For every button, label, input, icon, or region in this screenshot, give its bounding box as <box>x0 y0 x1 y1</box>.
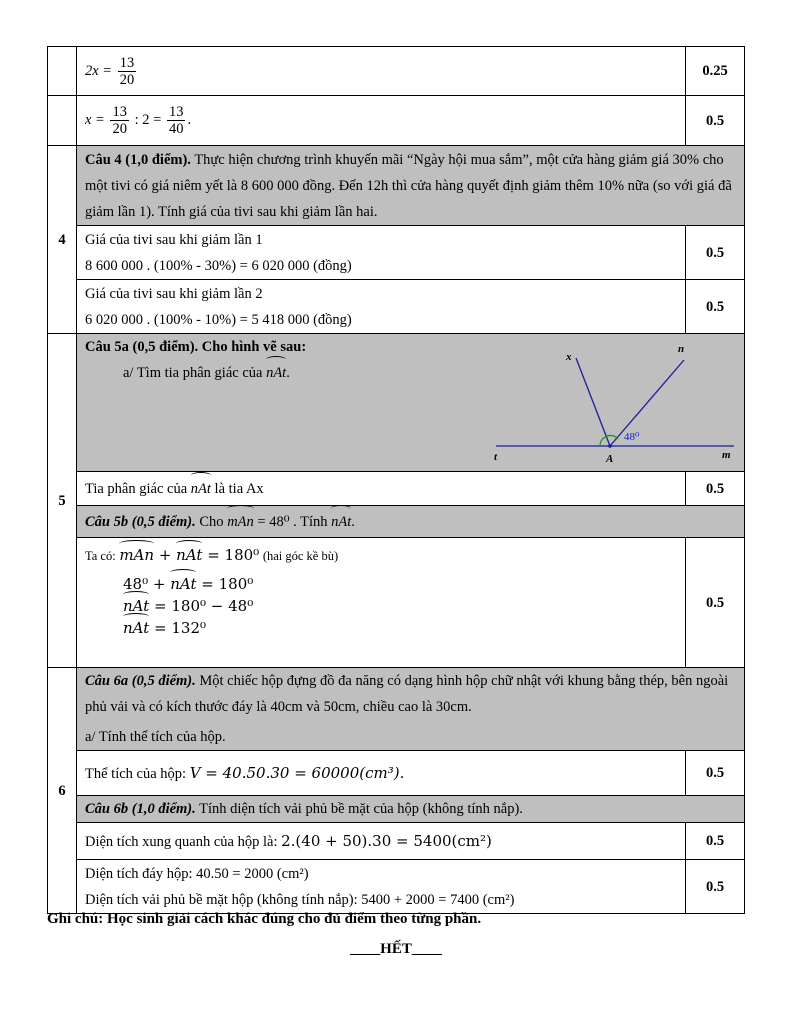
answer-4-step-1: Giá của tivi sau khi giảm lần 1 8 600 000 . (100% - 30%) = 6 020 000 (đồng) <box>77 226 686 280</box>
label-n: n <box>678 343 685 355</box>
question-number-6: 6 <box>48 668 77 914</box>
answer-6a: Thể tích của hộp: V = 40.50.30 = 60000(cm³). <box>77 751 686 796</box>
question-number-4: 4 <box>48 146 77 334</box>
step-x: x = $\frac{13}{20}$ : 2 = $\frac{13}{40}$ . <box>77 96 686 146</box>
label-t: t <box>494 451 498 463</box>
question-4-prompt: Câu 4 (1,0 điểm). Thực hiện chương trình khuyến mãi “Ngày hội mua sắm”, một cửa hàng giảm giá 30% cho một tivi có giá niêm yết là 8 600 000 đồng. Đến 12h thì cửa hàng quyết định giảm thêm 10% nữa (so với giá đã giảm lần 1). Tính giá của tivi sau khi giảm lần hai. <box>77 146 745 226</box>
score-cell: 0.5 <box>686 472 745 506</box>
angle-man: mAn <box>119 546 155 564</box>
score-cell: 0.5 <box>686 860 745 914</box>
label-angle-48: 48⁰ <box>624 431 640 443</box>
answer-6b-step-1: Diện tích xung quanh của hộp là: 2.(40 + 50).30 = 5400(cm²) <box>77 823 686 860</box>
score-cell: 0.5 <box>686 823 745 860</box>
label-m: m <box>722 449 731 461</box>
question-6b-prompt: Câu 6b (1,0 điểm). Tính diện tích vải phủ bề mặt của hộp (không tính nắp). <box>77 796 745 823</box>
answer-5b: Ta có: mAn + nAt = 180⁰ (hai góc kề bù) 48⁰ + nAt = 180⁰ nAt = 180⁰ − 48⁰ nAt = 132⁰ <box>77 538 686 668</box>
answer-6b-step-2: Diện tích đáy hộp: 40.50 = 2000 (cm²) Diện tích vải phủ bề mặt hộp (không tính nắp): 5400 + 2000 = 7400 (cm²) <box>77 860 686 914</box>
answer-table <box>47 46 745 914</box>
angle-arc-1 <box>600 437 605 446</box>
question-number-cell <box>48 96 77 146</box>
label-a: A <box>606 453 614 465</box>
label-x: x <box>566 351 572 363</box>
question-number-5: 5 <box>48 334 77 668</box>
step-2x: 2x = $\frac{13}{20}$ <box>77 47 686 96</box>
ray-ax <box>576 358 610 446</box>
point-a <box>608 444 612 448</box>
score-cell: 0.5 <box>686 538 745 668</box>
score-cell: 0.25 <box>686 47 745 96</box>
answer-5a: Tia phân giác của nAt là tia Ax <box>77 472 686 506</box>
end-marker: ____HẾT____ <box>350 941 442 957</box>
score-cell: 0.5 <box>686 96 745 146</box>
ray-an <box>610 360 684 446</box>
grading-note: Ghi chú: Học sinh giải cách khác đúng cho đủ điểm theo từng phần. <box>47 911 482 927</box>
question-5a-prompt: Câu 5a (0,5 điểm). Cho hình vẽ sau: a/ Tìm tia phân giác của nAt. x n t A m 48⁰ <box>77 334 745 472</box>
score-cell: 0.5 <box>686 226 745 280</box>
score-cell: 0.5 <box>686 751 745 796</box>
answer-4-step-2: Giá của tivi sau khi giảm lần 2 6 020 000 . (100% - 10%) = 5 418 000 (đồng) <box>77 280 686 334</box>
question-6a-prompt: Câu 6a (0,5 điểm). Một chiếc hộp đựng đồ đa năng có dạng hình hộp chữ nhật với khung bằng thép, bên ngoài phủ vải và có kích thước đáy là 40cm và 50cm, chiều cao là 30cm. a/ Tính thể tích của hộp. <box>77 668 745 751</box>
angle-nat: nAt <box>176 546 203 564</box>
question-5b-prompt: Câu 5b (0,5 điểm). Cho mAn = 48⁰ . Tính nAt. <box>77 506 745 538</box>
angle-diagram <box>492 338 742 466</box>
question-number-cell <box>48 47 77 96</box>
score-cell: 0.5 <box>686 280 745 334</box>
